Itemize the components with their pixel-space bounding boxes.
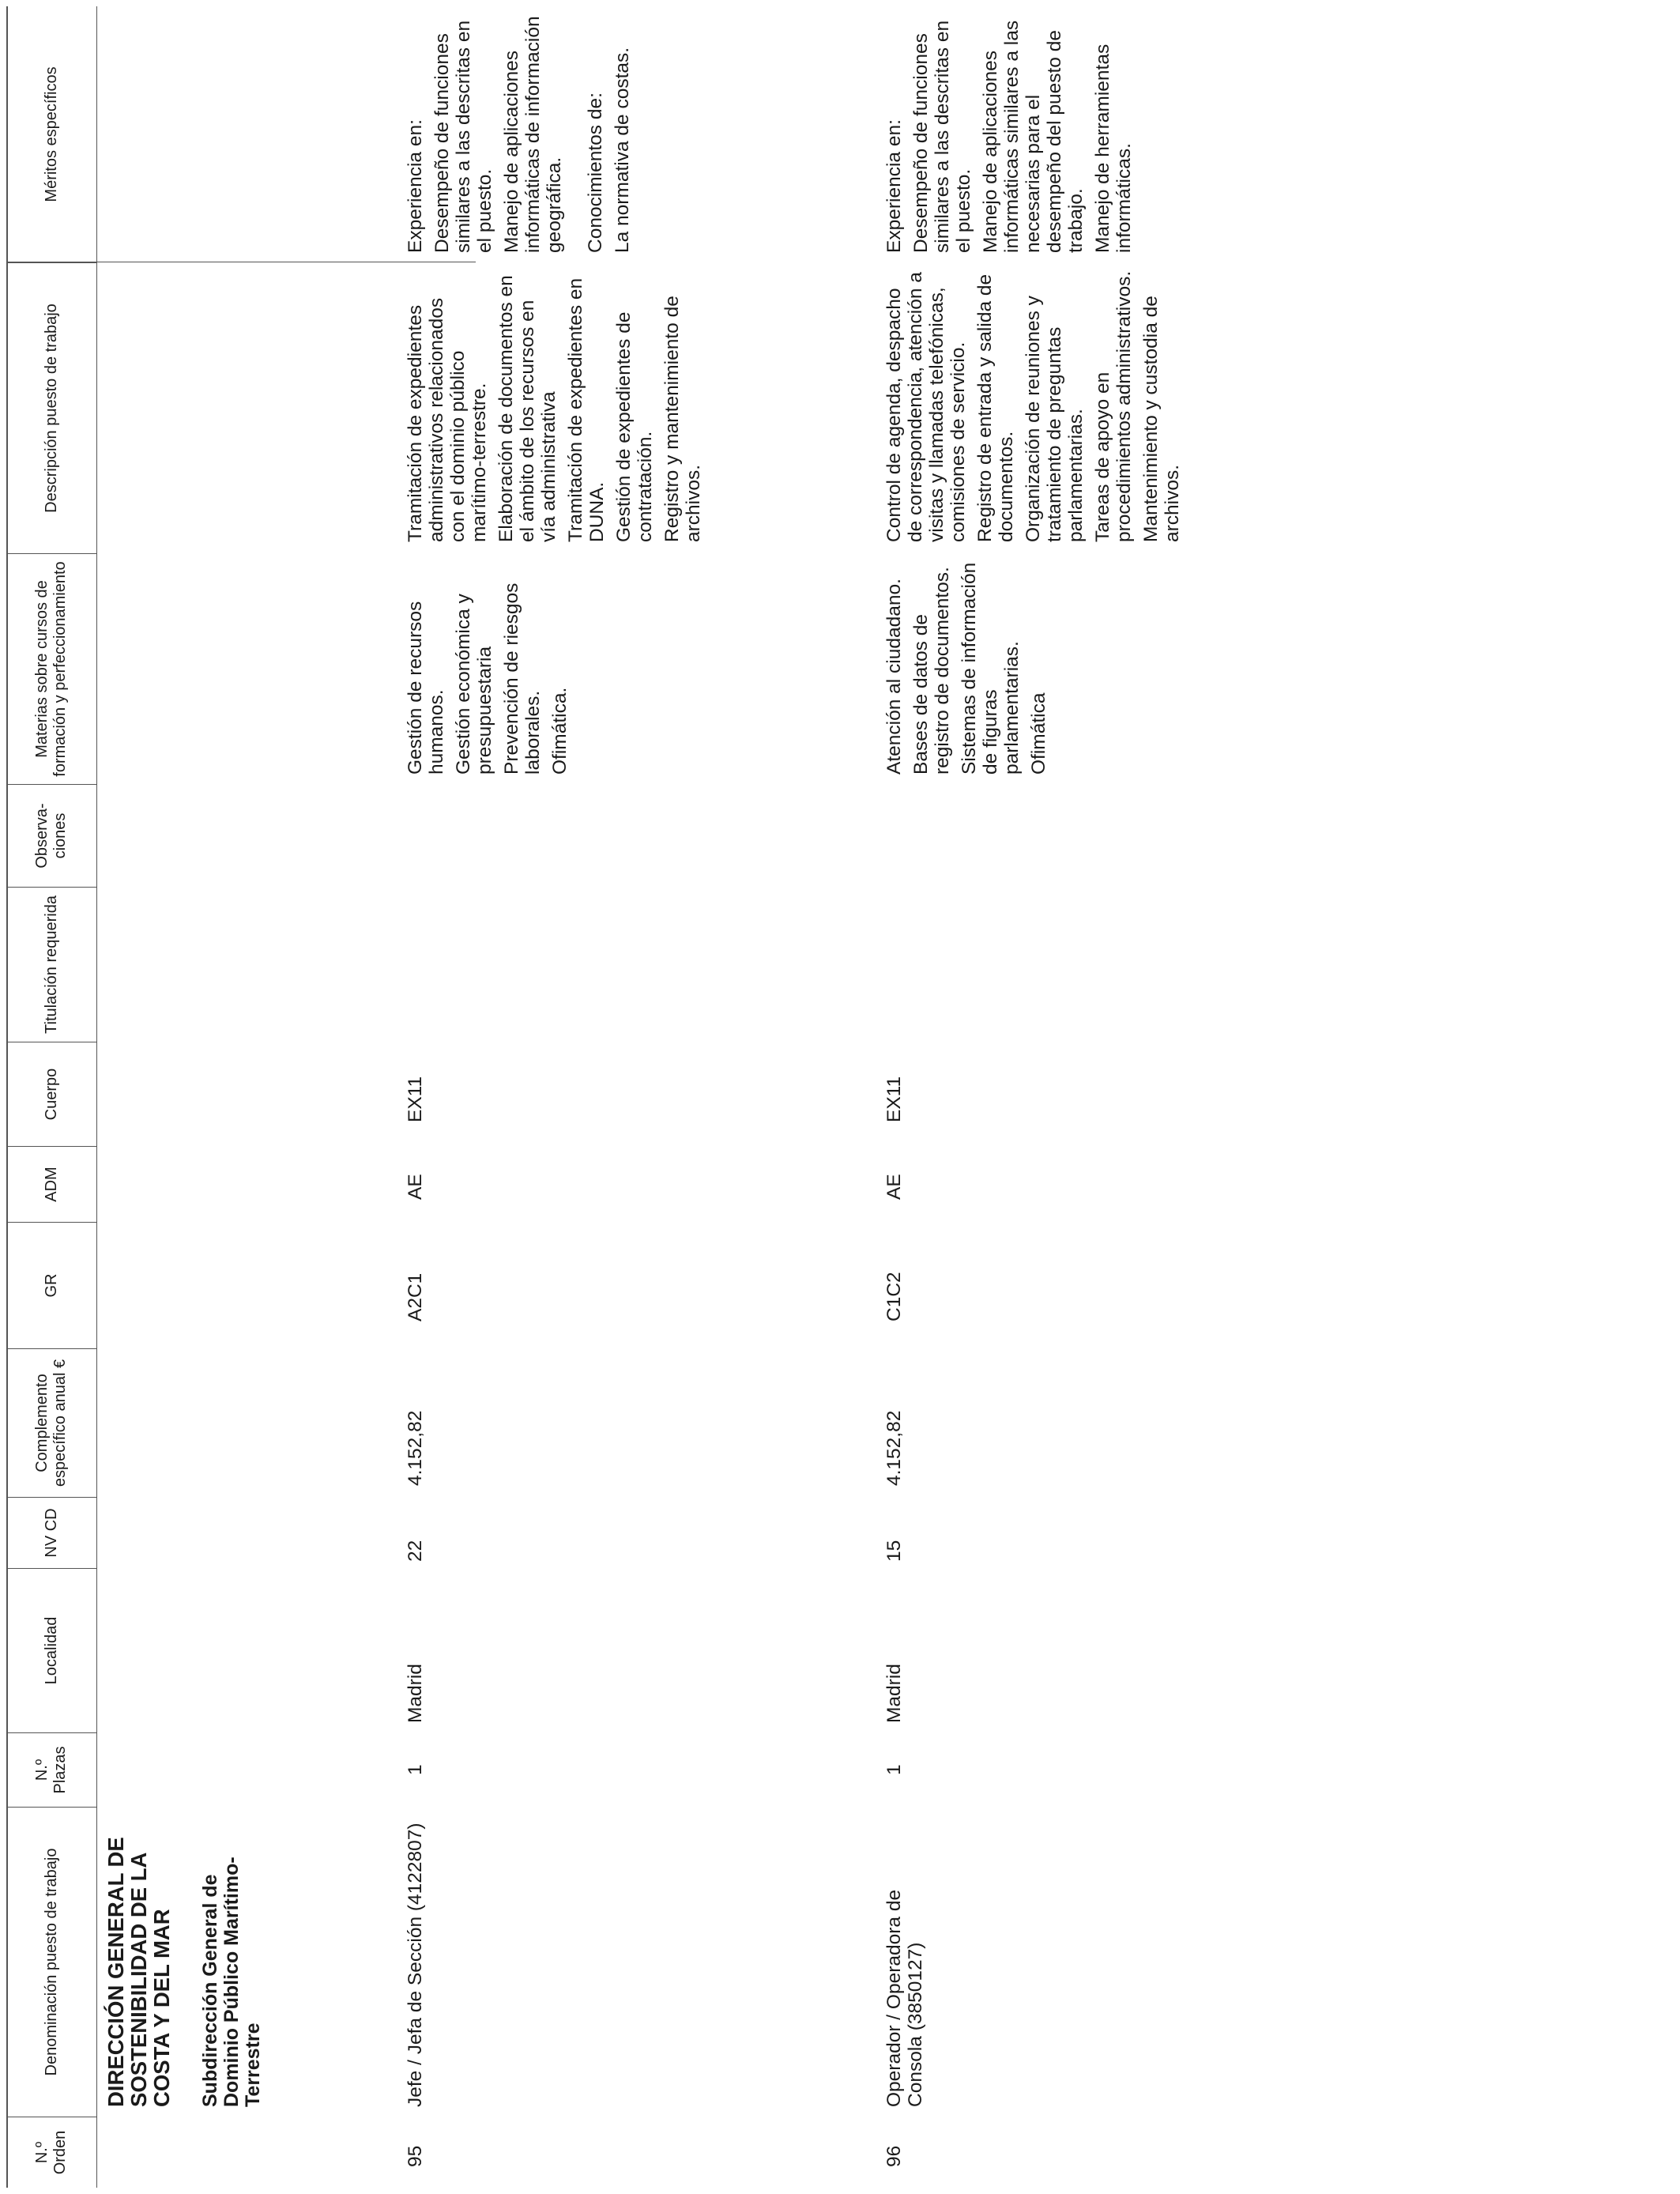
row-96-denominacion: Operador / Operadora de Consola (3850127) xyxy=(883,1889,926,2107)
row-95-materias xyxy=(405,561,576,775)
meritos-experiencia-label: Experiencia en: xyxy=(405,119,426,253)
header-descripcion: Descripción puesto de trabajo xyxy=(6,262,96,553)
row-95-localidad: Madrid xyxy=(405,1664,426,1723)
header-titulacion: Titulación requerida xyxy=(6,887,96,1042)
row-96-nivel: 15 xyxy=(883,1540,905,1562)
list-item: Manejo de aplicaciones informáticas de información geográfica. xyxy=(501,16,565,253)
list-item: Tramitación de expedientes administrativos relacionados con el dominio público marítimo-terrestre. xyxy=(405,297,490,542)
list-item: Organización de reuniones y tratamiento de preguntas parlamentarias. xyxy=(1023,296,1087,542)
row-96-descripcion xyxy=(883,270,1188,542)
list-item: Atención al ciudadano. xyxy=(883,579,905,775)
row-96-cuerpo: EX11 xyxy=(883,1076,905,1122)
list-item: Ofimática. xyxy=(549,687,571,775)
row-95-cuerpo: EX11 xyxy=(405,1076,426,1122)
list-item: Tareas de apoyo en procedimientos administrativos. xyxy=(1092,270,1135,542)
row-95-plazas: 1 xyxy=(405,1764,426,1775)
list-item: Bases de datos de registro de documentos. xyxy=(910,567,953,775)
header-grupo: GR xyxy=(6,1222,96,1348)
list-item: Prevención de riesgos laborales. xyxy=(501,582,544,775)
list-item: Mantenimiento y custodia de archivos. xyxy=(1140,296,1183,542)
list-item: Sistemas de información de figuras parlamentarias. xyxy=(959,562,1023,775)
header-cuerpo: Cuerpo xyxy=(6,1042,96,1146)
list-item: La normativa de costas. xyxy=(612,47,633,253)
header-materias: Materias sobre cursos de formación y perfeccionamiento xyxy=(6,553,96,784)
header-denominacion: Denominación puesto de trabajo xyxy=(6,1807,96,2117)
header-observaciones: Observa-ciones xyxy=(6,784,96,887)
unit-heading xyxy=(104,1815,264,2107)
row-96-localidad: Madrid xyxy=(883,1664,905,1723)
list-item: Gestión de recursos humanos. xyxy=(405,601,447,775)
list-item: Gestión de expedientes de contratación. xyxy=(613,311,656,542)
row-96-complemento: 4.152,82 xyxy=(883,1410,905,1486)
row-95-denominacion: Jefe / Jefa de Sección (4122807) xyxy=(405,1823,426,2107)
list-item: Desempeño de funciones similares a las descritas en el puesto. xyxy=(431,20,495,253)
row-95-descripcion xyxy=(405,270,710,542)
list-item: Tramitación de expedientes en DUNA. xyxy=(565,277,608,542)
row-96-adm: AE xyxy=(883,1174,905,1200)
row-96-materias xyxy=(883,561,1055,775)
header-nivel: NV CD xyxy=(6,1497,96,1568)
meritos-conocimientos-label: Conocimientos de: xyxy=(585,92,606,253)
list-item: Registro de entrada y salida de documentos. xyxy=(974,273,1017,542)
list-item: Manejo de herramientas informáticas. xyxy=(1092,43,1135,253)
list-item: Ofimática xyxy=(1028,692,1049,775)
list-item: Manejo de aplicaciones informáticas similares a las necesarias para el desempeño del puesto de trabajo. xyxy=(980,20,1087,253)
row-96-plazas: 1 xyxy=(883,1764,905,1775)
header-localidad: Localidad xyxy=(6,1568,96,1732)
meritos-experiencia-label: Experiencia en: xyxy=(883,119,905,253)
unit-subtitle: Subdirección General de Dominio Público Marítimo-Terrestre xyxy=(199,1857,264,2107)
list-item: Elaboración de documentos en el ámbito de los recursos en vía administrativa xyxy=(495,275,559,542)
unit-title: DIRECCIÓN GENERAL DE SOSTENIBILIDAD DE LA COSTA Y DEL MAR xyxy=(104,1837,174,2107)
list-item: Control de agenda, despacho de correspondencia, atención a visitas y llamadas telefónicas, comisiones de servicio. xyxy=(883,272,969,542)
list-item: Gestión económica y presupuestaria xyxy=(453,594,495,775)
row-95-adm: AE xyxy=(405,1174,426,1200)
header-complemento: Complemento específico anual € xyxy=(6,1348,96,1497)
row-95-grupo: A2C1 xyxy=(405,1272,426,1321)
row-96-meritos xyxy=(883,8,1140,253)
header-bottom-rule xyxy=(96,6,97,2188)
header-orden: N.º Orden xyxy=(6,2117,96,2188)
row-95-meritos xyxy=(405,8,638,253)
row-96-grupo: C1C2 xyxy=(883,1272,905,1321)
row-95-nivel: 22 xyxy=(405,1540,426,1562)
header-meritos: Méritos específicos xyxy=(42,66,60,202)
row-96-orden: 96 xyxy=(883,2145,905,2167)
row-95-orden: 95 xyxy=(405,2145,426,2167)
row-95-complemento: 4.152,82 xyxy=(405,1410,426,1486)
list-item: Registro y mantenimiento de archivos. xyxy=(661,296,704,542)
header-adm: ADM xyxy=(6,1146,96,1222)
header-plazas: N.º Plazas xyxy=(6,1732,96,1807)
list-item: Desempeño de funciones similares a las descritas en el puesto. xyxy=(910,20,974,253)
